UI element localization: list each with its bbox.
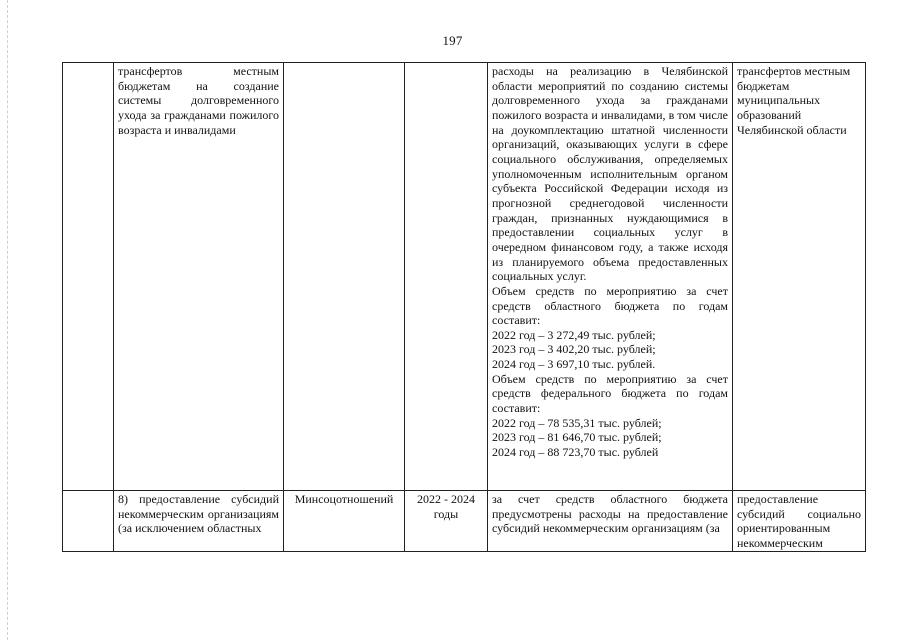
table-row bbox=[63, 491, 866, 552]
description-line: 2022 год – 3 272,49 тыс. рублей; bbox=[492, 327, 656, 342]
scan-margin-line bbox=[7, 0, 8, 640]
table-row bbox=[63, 63, 866, 491]
page-number: 197 bbox=[442, 33, 463, 48]
description-paragraph: Объем средств по мероприятию за счет средств областного бюджета по годам составит: bbox=[492, 283, 728, 328]
measure-name-cell: трансфертов местным бюджетам на создание системы долговременного ухода за гражданами пожилого возраста и инвалидами bbox=[114, 63, 284, 491]
row-number-cell bbox=[63, 63, 114, 491]
executor-cell: Минсоцотношений bbox=[284, 491, 405, 552]
description-line: 2022 год – 78 535,31 тыс. рублей; bbox=[492, 415, 662, 430]
description-line: 2024 год – 88 723,70 тыс. рублей bbox=[492, 445, 659, 460]
result-cell: предоставление субсидий социально ориентированным некоммерческим bbox=[733, 491, 866, 552]
measures-table bbox=[62, 62, 866, 552]
period-cell: 2022 - 2024 годы bbox=[405, 491, 488, 552]
description-cell bbox=[488, 63, 733, 491]
description-line: 2024 год – 3 697,10 тыс. рублей. bbox=[492, 357, 656, 372]
description-line: 2023 год – 3 402,20 тыс. рублей; bbox=[492, 342, 656, 357]
result-cell: трансфертов местным бюджетам муниципальных образований Челябинской области bbox=[733, 63, 866, 491]
description-line: 2023 год – 81 646,70 тыс. рублей; bbox=[492, 430, 662, 445]
executor-cell bbox=[284, 63, 405, 491]
row-number-cell bbox=[63, 491, 114, 552]
measure-name-cell: 8) предоставление субсидий некоммерческим организациям (за исключением областных bbox=[114, 491, 284, 552]
description-paragraph: Объем средств по мероприятию за счет средств федерального бюджета по годам составит: bbox=[492, 371, 728, 416]
period-cell bbox=[405, 63, 488, 491]
description-paragraph: расходы на реализацию в Челябинской области мероприятий по созданию системы долговременного ухода за гражданами пожилого возраста и инвалидами, в том числе на доукомплектацию штатной численности организаций, оказывающих услуги в сфере социального обслуживания, определяемых уполномоченным исполнительным органом субъекта Российской Федерации исходя из прогнозной среднегодовой численности граждан, признанных нуждающимися в предоставлении социальных услуг в очередном финансовом году, а также исходя из планируемого объема предоставленных социальных услуг. bbox=[492, 64, 728, 284]
description-cell: за счет средств областного бюджета предусмотрены расходы на предоставление субсидий некоммерческим организациям (за bbox=[488, 491, 733, 552]
